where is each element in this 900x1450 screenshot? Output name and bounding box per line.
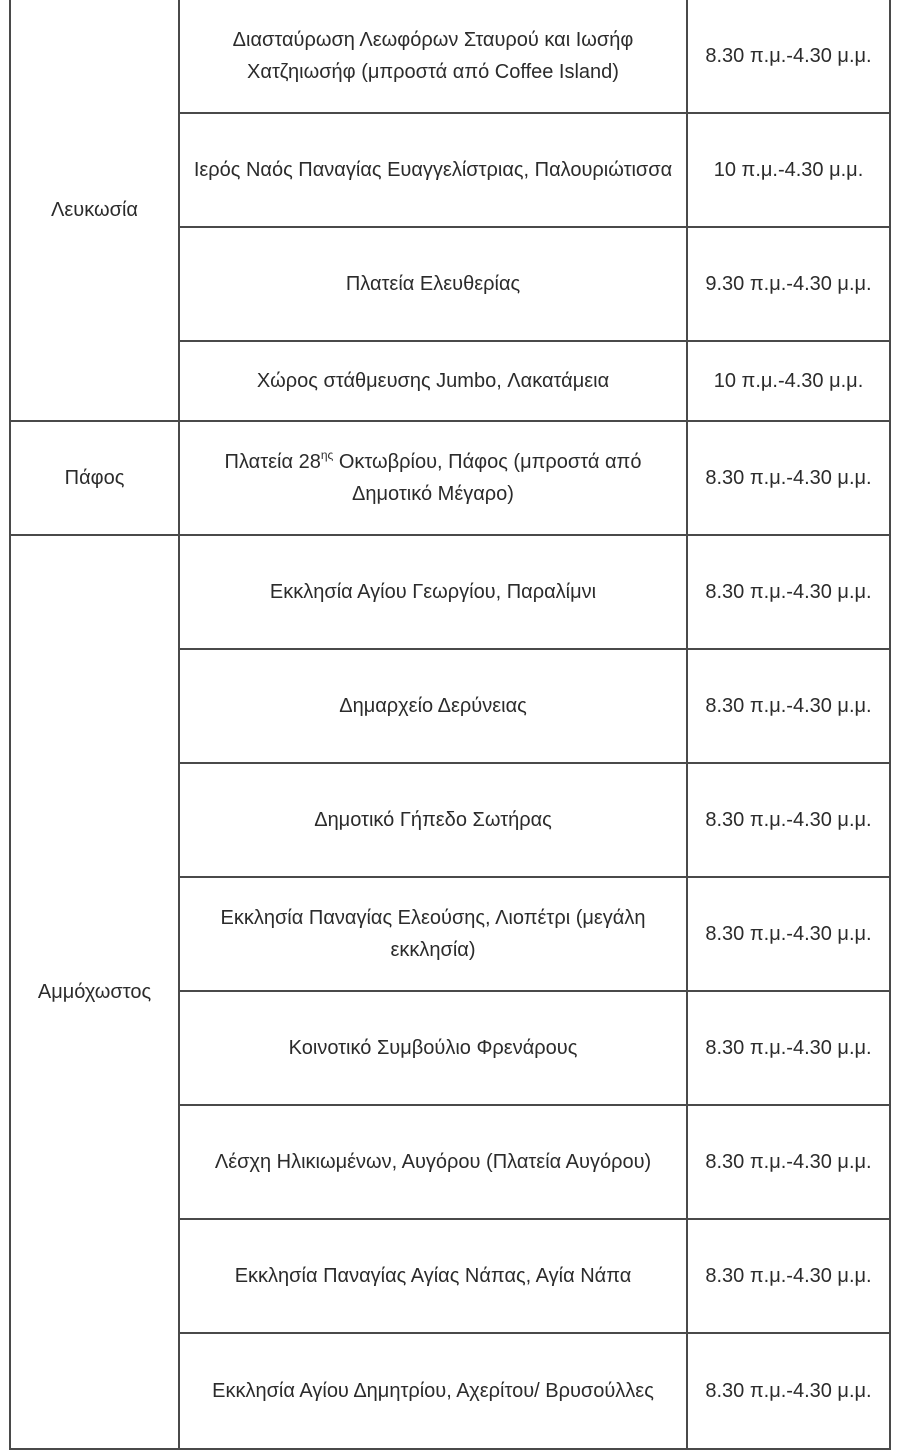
location-cell: Εκκλησία Αγίου Δημητρίου, Αχερίτου/ Βρυσούλλες: [179, 1333, 687, 1449]
time-cell: 8.30 π.μ.-4.30 μ.μ.: [687, 1219, 890, 1333]
ordinal-suffix: ης: [320, 448, 334, 462]
table-row: [10, 421, 890, 535]
location-cell: Χώρος στάθμευσης Jumbo, Λακατάμεια: [179, 341, 687, 421]
time-cell: 8.30 π.μ.-4.30 μ.μ.: [687, 0, 890, 113]
time-cell: 8.30 π.μ.-4.30 μ.μ.: [687, 649, 890, 763]
time-cell: 10 π.μ.-4.30 μ.μ.: [687, 341, 890, 421]
location-cell: Λέσχη Ηλικιωμένων, Αυγόρου (Πλατεία Αυγόρου): [179, 1105, 687, 1219]
location-cell: Εκκλησία Αγίου Γεωργίου, Παραλίμνι: [179, 535, 687, 649]
time-cell: 8.30 π.μ.-4.30 μ.μ.: [687, 1333, 890, 1449]
region-cell: Πάφος: [10, 421, 179, 535]
location-cell: Εκκλησία Παναγίας Ελεούσης, Λιοπέτρι (μεγάλη εκκλησία): [179, 877, 687, 991]
location-cell: Εκκλησία Παναγίας Αγίας Νάπας, Αγία Νάπα: [179, 1219, 687, 1333]
time-cell: 8.30 π.μ.-4.30 μ.μ.: [687, 535, 890, 649]
location-cell: Δημοτικό Γήπεδο Σωτήρας: [179, 763, 687, 877]
location-cell: Κοινοτικό Συμβούλιο Φρενάρους: [179, 991, 687, 1105]
region-cell: Αμμόχωστος: [10, 535, 179, 1449]
schedule-table: [9, 0, 891, 1450]
table-row: [10, 535, 890, 649]
time-cell: 9.30 π.μ.-4.30 μ.μ.: [687, 227, 890, 341]
location-cell: Διασταύρωση Λεωφόρων Σταυρού και Ιωσήφ Χατζηιωσήφ (μπροστά από Coffee Island): [179, 0, 687, 113]
time-cell: 8.30 π.μ.-4.30 μ.μ.: [687, 991, 890, 1105]
time-cell: 10 π.μ.-4.30 μ.μ.: [687, 113, 890, 227]
location-cell: Δημαρχείο Δερύνειας: [179, 649, 687, 763]
location-cell: [179, 421, 687, 535]
location-cell: Ιερός Ναός Παναγίας Ευαγγελίστριας, Παλουριώτισσα: [179, 113, 687, 227]
time-cell: 8.30 π.μ.-4.30 μ.μ.: [687, 421, 890, 535]
location-cell: Πλατεία Ελευθερίας: [179, 227, 687, 341]
time-cell: 8.30 π.μ.-4.30 μ.μ.: [687, 877, 890, 991]
table-row: [10, 0, 890, 113]
region-cell: Λευκωσία: [10, 0, 179, 421]
location-text: Πλατεία 28: [224, 451, 321, 473]
location-text: Οκτωβρίου, Πάφος (μπροστά από Δημοτικό Μέγαρο): [333, 451, 642, 505]
time-cell: 8.30 π.μ.-4.30 μ.μ.: [687, 763, 890, 877]
time-cell: 8.30 π.μ.-4.30 μ.μ.: [687, 1105, 890, 1219]
